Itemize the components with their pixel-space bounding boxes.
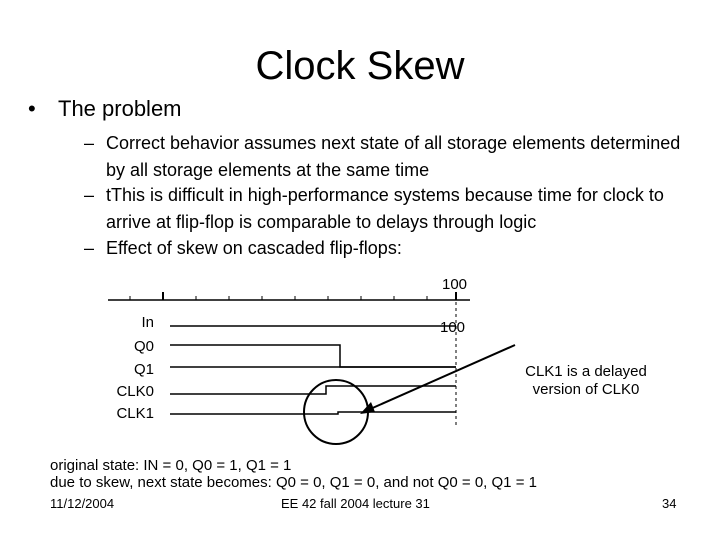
signal-label-clk1: CLK1 (116, 405, 154, 422)
signal-label-in: In (141, 314, 154, 331)
sub-bullet-text: Effect of skew on cascaded flip-flops: (106, 238, 402, 258)
signal-label-clk0: CLK0 (116, 383, 154, 400)
signal-label-q0: Q0 (133, 338, 154, 355)
clk1-note: CLK1 is a delayed version of CLK0 (525, 363, 647, 398)
waveform-clk1 (170, 412, 456, 414)
axis-marker-label: 100 (442, 276, 468, 293)
skewed-state-text: due to skew, next state becomes: Q0 = 0, Q1 = 0, and not Q0 = 0, Q1 = 1 (50, 474, 537, 491)
slide-title: Clock Skew (255, 44, 465, 88)
sub-bullet-text: Correct behavior assumes next state of all storage elements determined by all storage elements at the same time (106, 133, 681, 180)
footer-course: EE 42 fall 2004 lecture 31 (281, 496, 430, 511)
dash-marker: – (84, 185, 95, 205)
main-bullet-text: The problem (58, 96, 182, 121)
cursor-value-label: 100 (440, 319, 466, 336)
dash-marker: – (84, 133, 95, 153)
footer-page-number: 34 (662, 496, 677, 511)
dash-marker: – (84, 238, 95, 258)
signal-label-q1: Q1 (133, 361, 154, 378)
axis-ticks (130, 292, 456, 300)
waveform-q0 (170, 345, 456, 367)
sub-bullet-text: tThis is difficult in high-performance systems because time for clock to arrive at flip-flop is comparable to delays through logic (106, 185, 664, 232)
bullet-marker: • (28, 96, 36, 121)
footer-date: 11/12/2004 (50, 496, 115, 511)
pointer-arrow (368, 345, 515, 410)
original-state-text: original state: IN = 0, Q0 = 1, Q1 = 1 (50, 457, 292, 474)
